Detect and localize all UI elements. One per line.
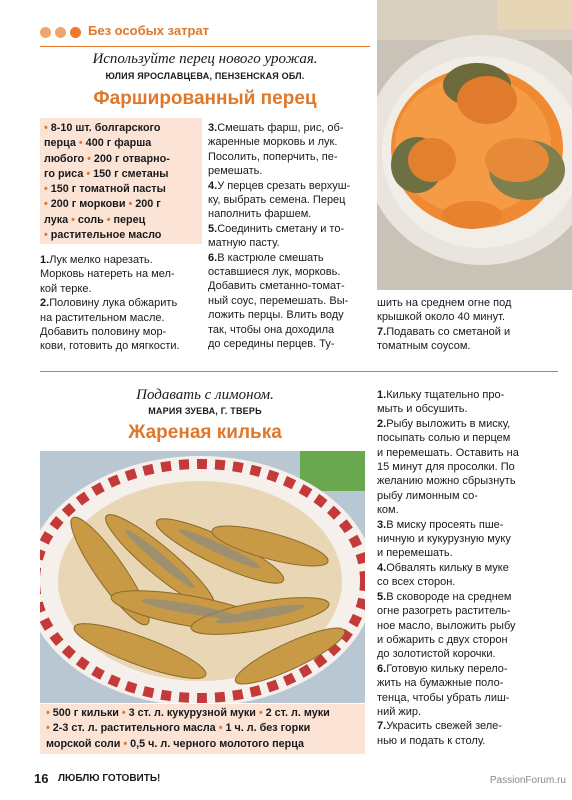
- dot-3: [70, 27, 81, 38]
- step-text: ное масло, выложить рыбу: [377, 619, 516, 632]
- recipe1-steps-col3: [377, 296, 557, 354]
- step-text: Посолить, поперчить, пе-: [208, 150, 338, 163]
- step-text: Морковь натереть на мел-: [40, 268, 175, 281]
- step-number: 4.: [377, 561, 387, 574]
- step-line: [377, 647, 557, 661]
- recipe1-steps-col2: [208, 121, 373, 352]
- step-line: [208, 150, 373, 164]
- header-divider: [40, 46, 370, 47]
- step-line: [377, 734, 557, 748]
- step-line: [377, 446, 557, 460]
- step-text: огне разогреть раститель-: [377, 605, 511, 618]
- step-line: [377, 590, 557, 604]
- step-text: Соединить сметану и то-: [217, 222, 345, 235]
- dot-2: [55, 27, 66, 38]
- section-label: Без особых затрат: [88, 23, 209, 38]
- step-text: кови, готовить до мягкости.: [40, 340, 180, 353]
- step-line: [377, 325, 557, 339]
- step-line: [40, 296, 205, 310]
- ingredient-line: го риса • 150 г сметаны: [44, 167, 169, 180]
- page-number: 16: [34, 771, 49, 786]
- step-line: [377, 310, 557, 324]
- step-text: Половину лука обжарить: [49, 297, 178, 310]
- step-text: Добавить половину мор-: [40, 326, 167, 339]
- step-line: [377, 402, 557, 416]
- fried-sprat-photo: [40, 451, 365, 703]
- step-number: 2.: [40, 297, 50, 310]
- step-number: 3.: [208, 122, 218, 134]
- step-line: [377, 575, 557, 589]
- step-text: Украсить свежей зеле-: [386, 720, 502, 733]
- watermark: PassionForum.ru: [489, 775, 566, 786]
- step-line: [40, 325, 205, 339]
- step-line: [377, 460, 557, 474]
- recipe2-title: Жареная килька: [128, 422, 282, 443]
- step-text: Рыбу выложить в миску,: [386, 417, 511, 430]
- step-number: 6.: [208, 251, 218, 264]
- step-line: [377, 489, 557, 503]
- step-line: [377, 546, 557, 560]
- step-number: 2.: [377, 417, 387, 430]
- step-number: 3.: [377, 518, 387, 531]
- step-line: [377, 676, 557, 690]
- step-line: [377, 662, 557, 676]
- step-text: 15 минут для просолки. По: [377, 461, 515, 474]
- step-line: [208, 222, 373, 236]
- step-text: тенца, чтобы убрать лиш-: [377, 691, 510, 704]
- step-number: 4.: [208, 179, 218, 192]
- step-line: [377, 431, 557, 445]
- step-text: жаренные морковь и лук.: [208, 136, 338, 149]
- step-line: [208, 265, 373, 279]
- step-text: ний жир.: [377, 705, 422, 718]
- step-number: 5.: [377, 590, 387, 603]
- step-text: В сковороде на среднем: [386, 590, 512, 603]
- step-line: [377, 619, 557, 633]
- step-text: посыпать солью и перцем: [377, 432, 511, 445]
- step-text: шить на среднем огне под: [377, 297, 512, 309]
- magazine-name: ЛЮБЛЮ ГОТОВИТЬ!: [58, 773, 161, 784]
- step-line: [208, 193, 373, 207]
- step-text: мыть и обсушить.: [377, 403, 468, 416]
- step-text: ложить перцы. Влить воду: [208, 309, 344, 322]
- step-line: [208, 207, 373, 221]
- step-line: [208, 337, 373, 351]
- step-text: Обвалять кильку в муке: [386, 561, 509, 574]
- step-text: Готовую кильку перело-: [386, 662, 508, 675]
- step-text: ничную и кукурузную муку: [377, 533, 511, 546]
- step-text: со всех сторон.: [377, 576, 456, 589]
- ingredient-line: • растительное масло: [44, 229, 162, 242]
- step-text: нью и подать к столу.: [377, 734, 486, 747]
- step-text: кой терке.: [40, 282, 92, 295]
- step-text: так, чтобы она доходила: [208, 323, 335, 336]
- step-line: [377, 532, 557, 546]
- step-line: [208, 121, 373, 135]
- step-line: [377, 417, 557, 431]
- step-line: [377, 561, 557, 575]
- step-text: томатным соусом.: [377, 340, 471, 353]
- step-line: [208, 279, 373, 293]
- step-text: матную пасту.: [208, 237, 280, 250]
- step-text: крышкой около 40 минут.: [377, 311, 506, 324]
- ingredient-line: перца • 400 г фарша: [44, 137, 152, 150]
- ingredient-line: • 200 г моркови • 200 г: [44, 198, 161, 211]
- recipe-divider: [40, 371, 558, 372]
- recipe2-ingredients: [40, 704, 365, 752]
- step-text: У перцев срезать верхуш-: [217, 179, 351, 192]
- step-line: [377, 388, 557, 402]
- ingredient-line: • 500 г кильки • 3 ст. л. кукурузной муки • 2 ст. л. муки: [46, 707, 330, 719]
- step-text: и перемешать.: [377, 547, 453, 560]
- recipe2-steps: [377, 388, 557, 748]
- step-text: на растительном масле.: [40, 311, 165, 324]
- step-line: [377, 518, 557, 532]
- recipe2-tagline: Подавать с лимоном.: [136, 387, 274, 403]
- ingredient-line: морской соли • 0,5 ч. л. черного молотого перца: [46, 737, 305, 750]
- step-line: [377, 339, 557, 353]
- step-text: В кастрюле смешать: [217, 251, 324, 264]
- ingredient-line: • 2-3 ст. л. растительного масла • 1 ч. л. без горки: [46, 722, 311, 735]
- step-line: [377, 474, 557, 488]
- step-line: [208, 179, 373, 193]
- step-text: В миску просеять пше-: [386, 518, 504, 531]
- step-line: [40, 253, 205, 267]
- step-number: 5.: [208, 222, 218, 235]
- ingredient-line: любого • 200 г отварно-: [44, 152, 170, 165]
- step-line: [208, 135, 373, 149]
- ingredient-line: лука • соль • перец: [44, 213, 146, 226]
- recipe1-author: ЮЛИЯ ЯРОСЛАВЦЕВА, ПЕНЗЕНСКАЯ ОБЛ.: [105, 71, 305, 81]
- recipe1-ingredients: [40, 118, 202, 243]
- step-text: Подавать со сметаной и: [386, 325, 511, 338]
- recipe1-title: Фаршированный перец: [93, 88, 317, 109]
- recipe1-tagline: Используйте перец нового урожая.: [92, 51, 318, 67]
- recipe2-author: МАРИЯ ЗУЕВА, Г. ТВЕРЬ: [148, 406, 262, 416]
- step-line: [377, 604, 557, 618]
- step-line: [208, 294, 373, 308]
- step-text: Добавить сметанно-томат-: [208, 280, 345, 293]
- step-line: [377, 296, 557, 310]
- step-line: [377, 705, 557, 719]
- step-text: до середины перцев. Ту-: [208, 338, 335, 351]
- step-text: и обжарить с двух сторон: [377, 633, 508, 646]
- step-line: [377, 691, 557, 705]
- step-line: [40, 282, 205, 296]
- step-line: [208, 251, 373, 265]
- section-dots: [40, 27, 81, 38]
- recipe1-ingredients-box: [40, 118, 202, 244]
- step-text: рыбу лимонным со-: [377, 489, 478, 502]
- step-text: ку, выбрать семена. Перец: [208, 194, 346, 207]
- step-text: до золотистой корочки.: [377, 648, 496, 661]
- step-line: [377, 719, 557, 733]
- step-text: Смешать фарш, рис, об-: [217, 122, 344, 134]
- step-text: и перемешать. Оставить на: [377, 446, 519, 459]
- step-line: [377, 633, 557, 647]
- step-text: жить на бумажные поло-: [377, 677, 504, 690]
- step-number: 7.: [377, 325, 387, 338]
- step-text: Кильку тщательно про-: [386, 389, 505, 401]
- step-number: 1.: [40, 254, 50, 266]
- step-line: [208, 308, 373, 322]
- recipe1-steps-col1: [40, 253, 205, 354]
- step-text: оставшиеся лук, морковь.: [208, 266, 341, 279]
- stuffed-pepper-photo: [377, 0, 572, 290]
- step-line: [40, 311, 205, 325]
- step-text: Лук мелко нарезать.: [49, 254, 153, 266]
- step-line: [208, 164, 373, 178]
- step-text: ремешать.: [208, 165, 263, 178]
- ingredient-line: • 150 г томатной пасты: [44, 183, 166, 196]
- step-number: 1.: [377, 389, 387, 401]
- step-number: 7.: [377, 720, 387, 733]
- recipe2-ingredients-box: [40, 704, 365, 754]
- step-number: 6.: [377, 662, 387, 675]
- step-line: [40, 339, 205, 353]
- step-line: [377, 503, 557, 517]
- ingredient-line: • 8-10 шт. болгарского: [44, 122, 161, 134]
- dot-1: [40, 27, 51, 38]
- step-text: желанию можно сбрызнуть: [377, 475, 516, 488]
- step-line: [208, 323, 373, 337]
- step-line: [208, 236, 373, 250]
- step-line: [40, 267, 205, 281]
- step-text: ный соус, перемешать. Вы-: [208, 294, 349, 307]
- step-text: ком.: [377, 504, 399, 517]
- step-text: наполнить фаршем.: [208, 208, 312, 221]
